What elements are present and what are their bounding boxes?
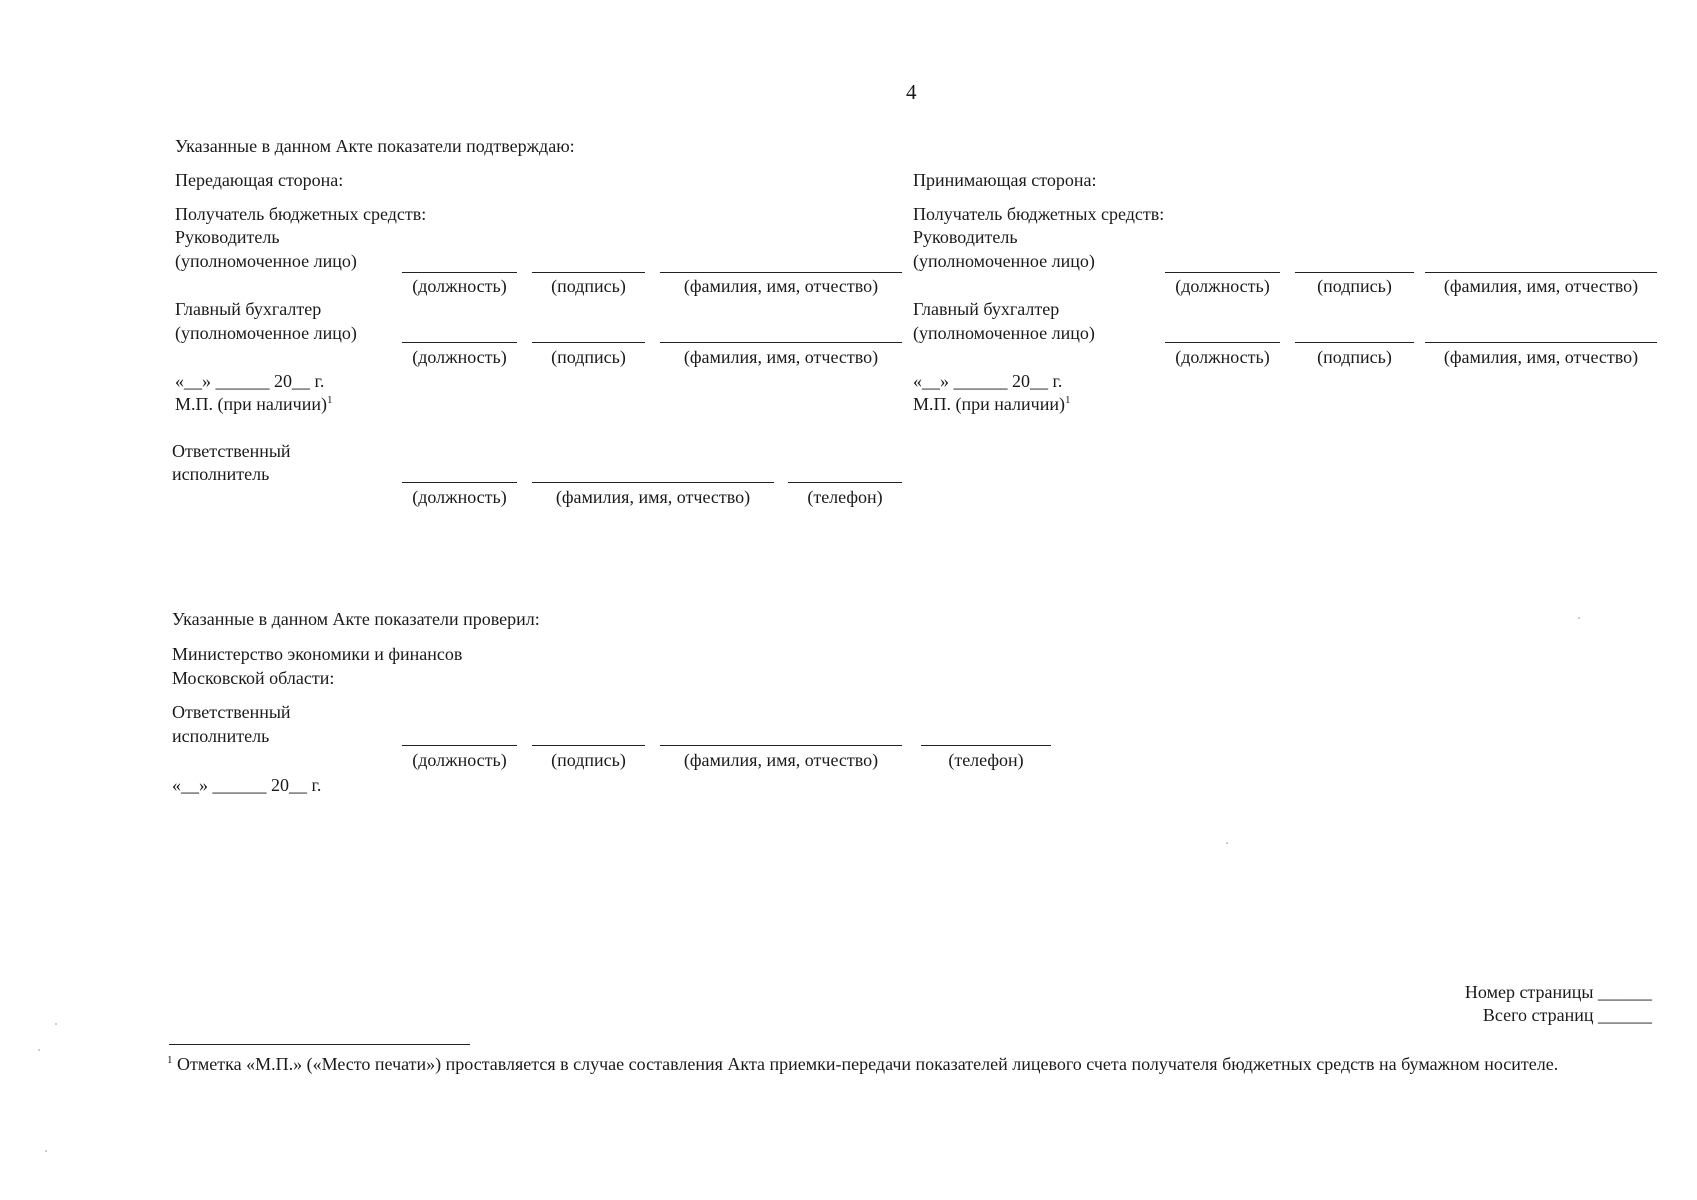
- right-stamp-label: М.П. (при наличии)$^1$: [913, 394, 1071, 414]
- left-accountant-position-caption: (должность): [412, 347, 507, 367]
- scan-speck: [45, 1150, 47, 1152]
- right-head-name-caption: (фамилия, имя, отчество): [1443, 276, 1639, 296]
- right-party-title: Принимающая сторона:: [913, 170, 1097, 190]
- right-accountant-position-line[interactable]: [1165, 342, 1280, 343]
- left-accountant-name-line[interactable]: [660, 342, 902, 343]
- left-responsible-label-2: исполнитель: [172, 464, 270, 484]
- right-head-position-line[interactable]: [1165, 272, 1280, 273]
- left-accountant-position-line[interactable]: [402, 342, 517, 343]
- confirm-heading: Указанные в данном Акте показатели подтверждаю:: [175, 136, 575, 156]
- check-signature-caption: (подпись): [551, 750, 626, 770]
- left-responsible-position-caption: (должность): [412, 487, 507, 507]
- left-date-field[interactable]: «__» ______ 20__ г.: [175, 371, 325, 391]
- check-position-caption: (должность): [412, 750, 507, 770]
- left-recipient-label: Получатель бюджетных средств:: [175, 204, 427, 224]
- left-accountant-signature-line[interactable]: [532, 342, 645, 343]
- left-accountant-authorized: (уполномоченное лицо): [175, 323, 357, 343]
- right-accountant-authorized: (уполномоченное лицо): [913, 323, 1095, 343]
- right-recipient-label: Получатель бюджетных средств:: [913, 204, 1165, 224]
- check-signature-line[interactable]: [532, 745, 645, 746]
- left-responsible-phone-caption: (телефон): [807, 487, 883, 507]
- left-head-signature-line[interactable]: [532, 272, 645, 273]
- check-position-line[interactable]: [402, 745, 517, 746]
- left-responsible-position-line[interactable]: [402, 482, 517, 483]
- footnote-mark: 1: [167, 1054, 173, 1066]
- left-responsible-name-caption: (фамилия, имя, отчество): [555, 487, 751, 507]
- left-head-position-caption: (должность): [412, 276, 507, 296]
- left-party-title: Передающая сторона:: [175, 170, 344, 190]
- scan-speck: [38, 1049, 40, 1051]
- left-head-label: Руководитель: [175, 227, 280, 247]
- right-head-name-line[interactable]: [1425, 272, 1657, 273]
- right-head-signature-line[interactable]: [1295, 272, 1414, 273]
- right-accountant-position-caption: (должность): [1175, 347, 1270, 367]
- scan-speck: [55, 1023, 57, 1025]
- check-phone-caption: (телефон): [948, 750, 1024, 770]
- left-accountant-signature-caption: (подпись): [551, 347, 626, 367]
- check-responsible-label-2: исполнитель: [172, 726, 270, 746]
- right-stamp-footnote-ref: 1: [1064, 394, 1071, 406]
- right-accountant-signature-caption: (подпись): [1317, 347, 1392, 367]
- total-pages-field[interactable]: Всего страниц ______: [1482, 1005, 1652, 1025]
- left-stamp-footnote-ref: 1: [326, 394, 333, 406]
- footnote-separator: [169, 1044, 470, 1045]
- check-date-field[interactable]: «__» ______ 20__ г.: [172, 775, 322, 795]
- check-name-line[interactable]: [660, 745, 902, 746]
- ministry-label: Министерство экономики и финансов: [172, 644, 463, 664]
- right-accountant-name-caption: (фамилия, имя, отчество): [1443, 347, 1639, 367]
- right-head-label: Руководитель: [913, 227, 1018, 247]
- ministry-label-2: Московской области:: [172, 668, 335, 688]
- right-accountant-label: Главный бухгалтер: [913, 299, 1060, 319]
- right-head-position-caption: (должность): [1175, 276, 1270, 296]
- right-head-signature-caption: (подпись): [1317, 276, 1392, 296]
- check-heading: Указанные в данном Акте показатели проверил:: [172, 609, 540, 629]
- left-head-name-line[interactable]: [660, 272, 902, 273]
- left-responsible-name-line[interactable]: [532, 482, 774, 483]
- page-number-field[interactable]: Номер страницы ______: [1464, 982, 1652, 1002]
- scan-speck: [1226, 842, 1228, 844]
- footnote-text: $^1$ Отметка «М.П.» («Место печати») проставляется в случае составления Акта приемки-передачи показателей лицевого счета получателя бюджетных средств на бумажном носителе.: [167, 1054, 1559, 1074]
- left-head-position-line[interactable]: [402, 272, 517, 273]
- left-head-authorized: (уполномоченное лицо): [175, 251, 357, 271]
- left-stamp-label: М.П. (при наличии)$^1$: [175, 394, 333, 414]
- left-responsible-label: Ответственный: [172, 441, 291, 461]
- left-accountant-label: Главный бухгалтер: [175, 299, 322, 319]
- left-accountant-name-caption: (фамилия, имя, отчество): [683, 347, 879, 367]
- right-head-authorized: (уполномоченное лицо): [913, 251, 1095, 271]
- scan-speck: [1578, 617, 1580, 619]
- left-head-signature-caption: (подпись): [551, 276, 626, 296]
- left-responsible-phone-line[interactable]: [788, 482, 902, 483]
- right-accountant-signature-line[interactable]: [1295, 342, 1414, 343]
- page-number: 4: [906, 80, 917, 104]
- check-name-caption: (фамилия, имя, отчество): [683, 750, 879, 770]
- check-responsible-label: Ответственный: [172, 702, 291, 722]
- left-head-name-caption: (фамилия, имя, отчество): [683, 276, 879, 296]
- check-phone-line[interactable]: [921, 745, 1051, 746]
- right-date-field[interactable]: «__» ______ 20__ г.: [913, 371, 1063, 391]
- right-accountant-name-line[interactable]: [1425, 342, 1657, 343]
